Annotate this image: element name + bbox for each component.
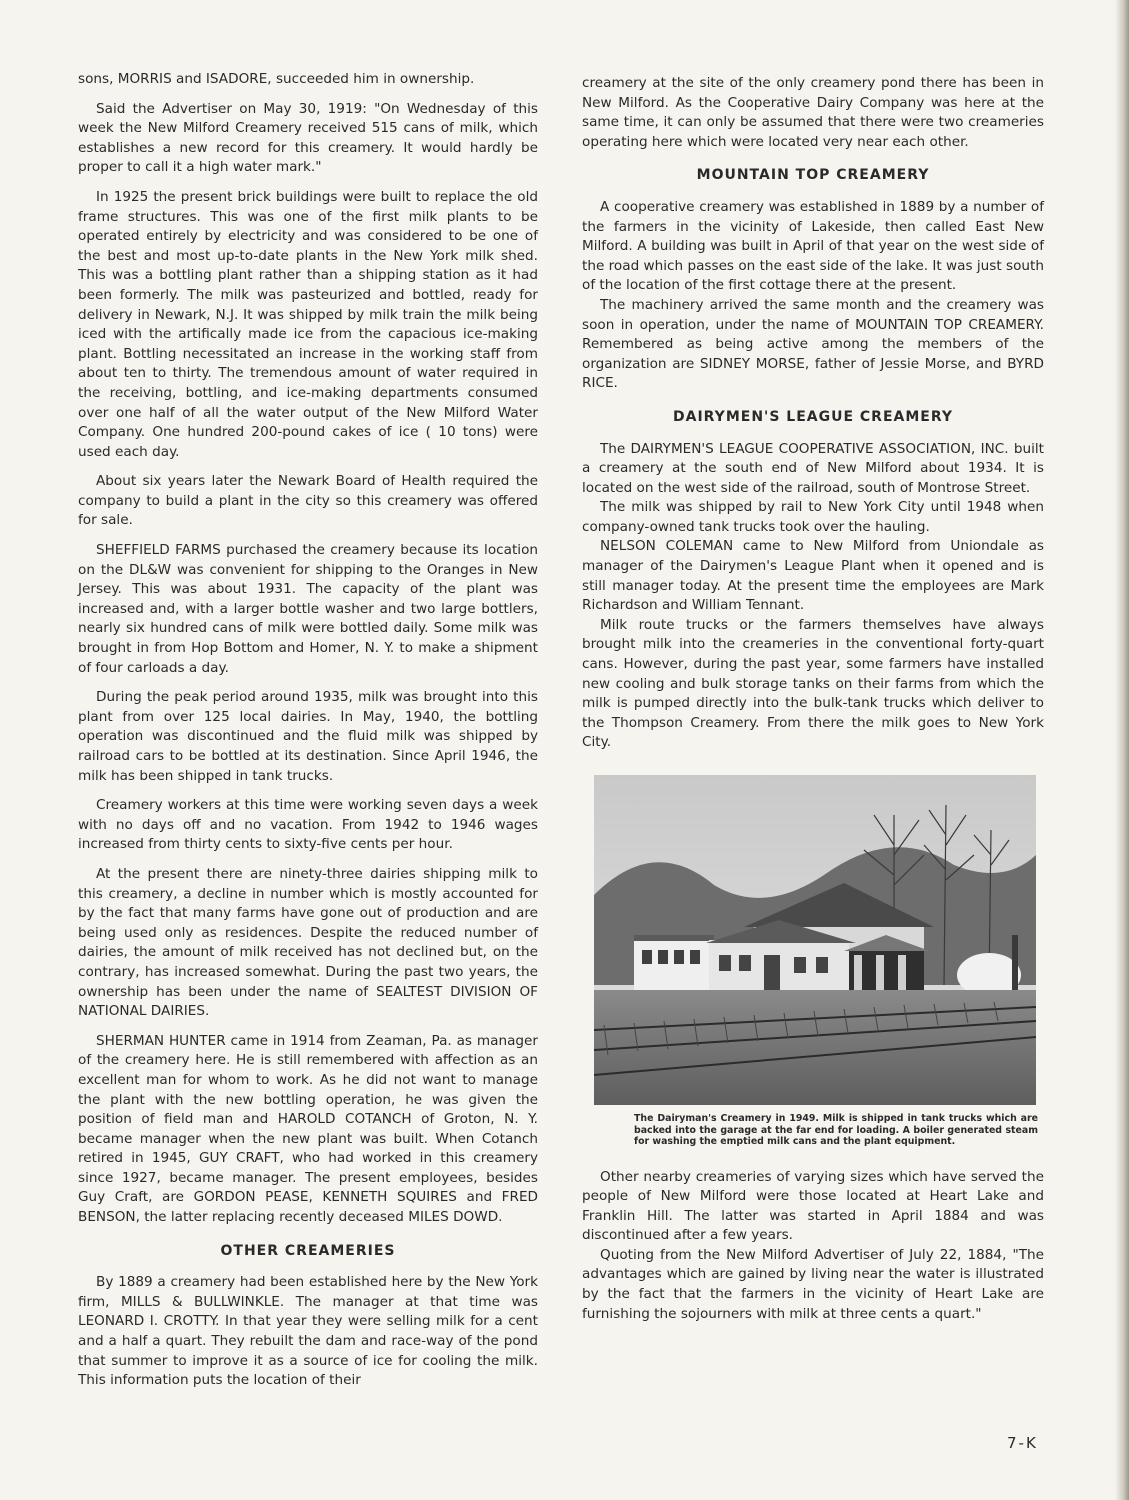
paragraph: A cooperative creamery was established in 1889 by a number of the farmers in the vicinity of Lakeside, then called East New Milford. A building was built in April of that year on the west side of the road which passes on the east side of the lake. It was just south of the location of the first cottage there at the present. <box>582 198 1044 294</box>
paragraph: sons, MORRIS and ISADORE, succeeded him in ownership. <box>78 71 475 87</box>
section-heading-other-creameries: OTHER CREAMERIES <box>220 1242 396 1259</box>
paragraph: Milk route trucks or the farmers themselves have always brought milk into the creameries in the conventional forty-quart cans. However, during the past year, some farmers have installed new cooling and bulk storage tanks on their farms from which the milk is pumped directly into the bulk-tank trucks which deliver to the Thompson Creamery. From there the milk goes to New York City. <box>582 616 1044 751</box>
paragraph: By 1889 a creamery had been established here by the New York firm, MILLS & BULLWINKLE. The manager at that time was LEONARD I. CROTTY. In that year they were selling milk for a cent and a half a quart. They rebuilt the dam and race-way of the pond that summer to improve it as a source of ice for cooling the milk. This information puts the location of their <box>78 1274 538 1389</box>
paragraph: Creamery workers at this time were working seven days a week with no days off and no vacation. From 1942 to 1946 wages increased from thirty cents to sixty-five cents per hour. <box>78 797 538 853</box>
paragraph: SHEFFIELD FARMS purchased the creamery because its location on the DL&W was convenient for shipping to the Oranges in New Jersey. This was about 1931. The capacity of the plant was increased and, with a larger bottle washer and two large bottlers, nearly six hundred cans of milk were bottled daily. Some milk was brought in from Hop Bottom and Homer, N. Y. to make a shipment of four carloads a day. <box>78 542 538 676</box>
paragraph: About six years later the Newark Board of Health required the company to build a plant in the city so this creamery was offered for sale. <box>78 473 538 529</box>
paragraph: At the present there are ninety-three dairies shipping milk to this creamery, a decline in number which is mostly accounted for by the fact that many farms have gone out of production and are being used only as residences. Despite the reduced number of dairies, the amount of milk received has not declined but, on the contrary, has increased somewhat. During the past two years, the ownership has been under the name of SEALTEST DIVISION OF NATIONAL DAIRIES. <box>78 865 538 1020</box>
paragraph: The machinery arrived the same month and the creamery was soon in operation, under the name of MOUNTAIN TOP CREAMERY. Remembered as being active among the members of the organization are SIDNEY MORSE, father of Jessie Morse, and BYRD RICE. <box>582 296 1044 392</box>
paragraph: During the peak period around 1935, milk was brought into this plant from over 125 local dairies. In May, 1940, the bottling operation was discontinued and the fluid milk was shipped by railroad cars to be bottled at its destination. Since April 1946, the milk has been shipped in tank trucks. <box>78 689 538 784</box>
section-heading-dairymens-league: DAIRYMEN'S LEAGUE CREAMERY <box>673 408 953 425</box>
paragraph: Said the Advertiser on May 30, 1919: "On Wednesday of this week the New Milford Creamery received 515 cans of milk, which establishes a new record for this creamery. It would hardly be proper to call it a high water mark." <box>78 100 538 176</box>
page-number: 7-K <box>1007 1434 1038 1452</box>
paragraph: Quoting from the New Milford Advertiser of July 22, 1884, "The advantages which are gained by living near the water is illustrated by the fact that the farmers in the vicinity of Heart Lake are furnishing the sojourners with milk at three cents a quart." <box>582 1246 1044 1322</box>
paragraph: The DAIRYMEN'S LEAGUE COOPERATIVE ASSOCIATION, INC. built a creamery at the south end of New Milford about 1934. It is located on the west side of the railroad, south of Montrose Street. <box>582 440 1044 496</box>
page-edge-shadow <box>1115 0 1129 1500</box>
paragraph: NELSON COLEMAN came to New Milford from Uniondale as manager of the Dairymen's League Plant when it opened and is still manager today. At the present time the employees are Mark Richardson and William Tennant. <box>582 538 1044 614</box>
creamery-photo <box>594 775 1036 1105</box>
paragraph: SHERMAN HUNTER came in 1914 from Zeaman, Pa. as manager of the creamery here. He is still remembered with affection as an excellent man for whom to work. As he did not want to manage the plant with the new bottling operation, he was given the position of field man and HAROLD COTANCH of Groton, N. Y. became manager when the new plant was built. When Cotanch retired in 1945, GUY CRAFT, who had worked in this creamery since 1927, became manager. The present employees, besides Guy Craft, are GORDON PEASE, KENNETH SQUIRES and FRED BENSON, the latter replacing recently deceased MILES DOWD. <box>78 1032 538 1226</box>
paragraph: creamery at the site of the only creamery pond there has been in New Milford. As the Cooperative Dairy Company was here at the same time, it can only be assumed that there were two creameries operating here which were located very near each other. <box>582 75 1044 150</box>
paragraph: Other nearby creameries of varying sizes which have served the people of New Milford were those located at Heart Lake and Franklin Hill. The latter was started in April 1884 and was discontinued after a few years. <box>582 1168 1044 1244</box>
paragraph: In 1925 the present brick buildings were built to replace the old frame structures. This was one of the first milk plants to be operated entirely by electricity and was considered to be one of the best and most up-to-date plants in the New York milk shed. This was a bottling plant rather than a shipping station as it had been formerly. The milk was pasteurized and bottled, ready for delivery in Newark, N.J. It was shipped by milk train the milk being iced with the artifically made ice from the capacious ice-making plant. Bottling necessitated an increase in the working staff from about ten to thirty. The tremendous amount of water required in the receiving, bottling, and ice-making departments consumed over one half of all the water output of the New Milford Water Company. One hundred 200-pound cakes of ice ( 10 tons) were used each day. <box>78 188 538 460</box>
right-column <box>582 74 1044 1334</box>
section-heading-mountain-top: MOUNTAIN TOP CREAMERY <box>696 167 930 184</box>
left-column <box>78 70 538 1401</box>
paragraph: The milk was shipped by rail to New York City until 1948 when company-owned tank trucks took over the hauling. <box>582 499 1044 535</box>
photo-caption: The Dairyman's Creamery in 1949. Milk is shipped in tank trucks which are backed into the garage at the far end for loading. A boiler generated steam for washing the emptied milk cans and the plant equipment. <box>634 1113 1038 1147</box>
